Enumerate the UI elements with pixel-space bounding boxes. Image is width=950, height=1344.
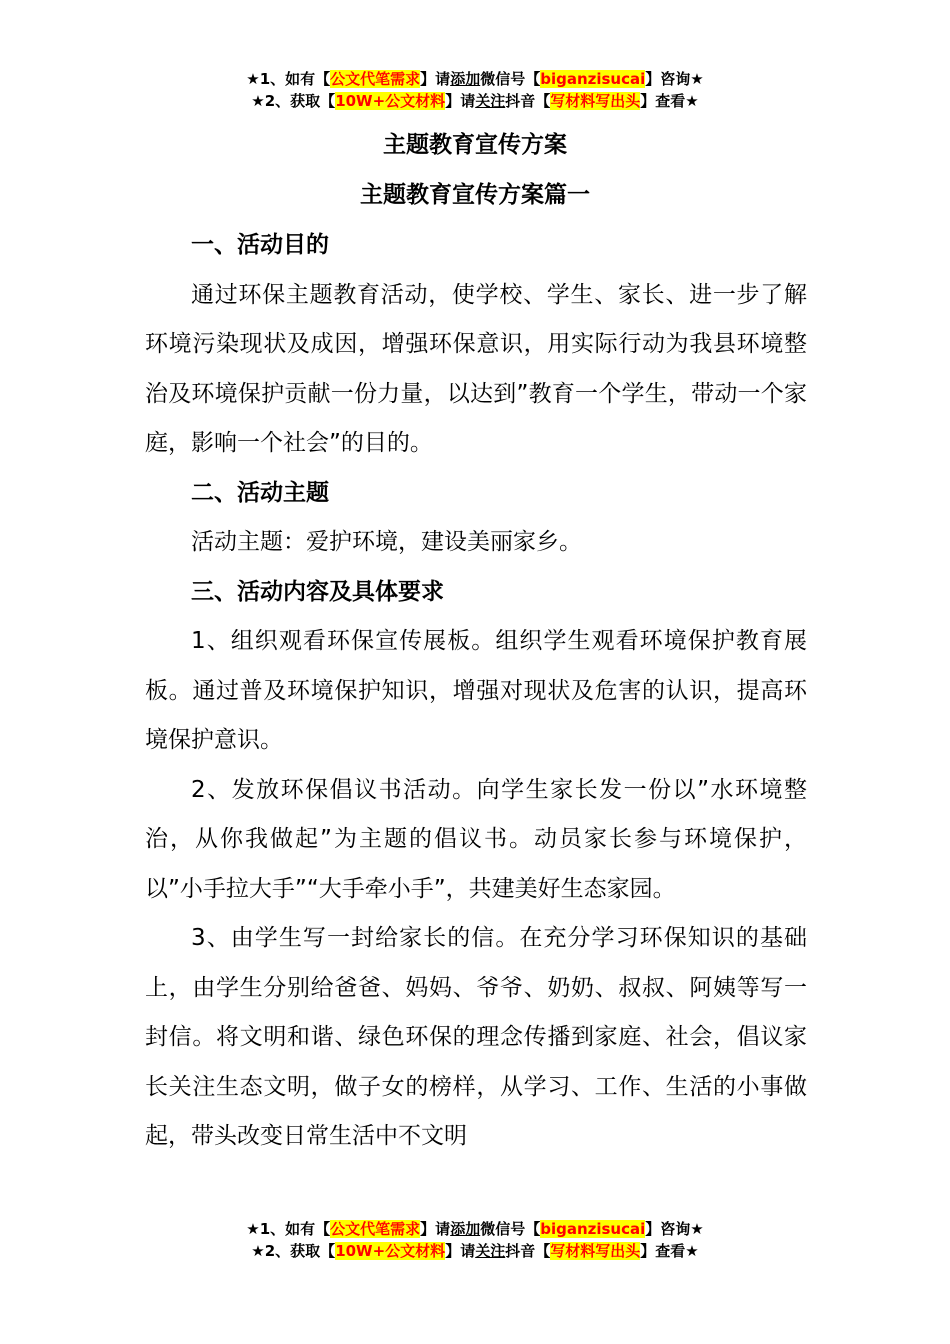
banner-text: ★1、如有【 bbox=[246, 70, 331, 88]
banner-text: 】请 bbox=[420, 1220, 451, 1238]
banner-text: 】查看★ bbox=[640, 1242, 699, 1260]
banner-text: 抖音【 bbox=[505, 92, 551, 110]
banner-text: ★2、获取【 bbox=[251, 92, 336, 110]
banner-text: 】查看★ bbox=[640, 92, 699, 110]
banner-highlight: 10W+公文材料 bbox=[335, 92, 446, 110]
header-banner bbox=[0, 68, 950, 112]
banner-text: 】请 bbox=[445, 1242, 476, 1260]
body-paragraph: 通过环保主题教育活动，使学校、学生、家长、进一步了解环境污染现状及成因，增强环保意识，用实际行动为我县环境整治及环境保护贡献一份力量，以达到”教育一个学生，带动一个家庭，影响一个社会”的目的。 bbox=[145, 281, 807, 456]
banner-highlight: 10W+公文材料 bbox=[335, 1242, 446, 1260]
body-paragraph: 1、组织观看环保宣传展板。组织学生观看环境保护教育展板。通过普及环境保护知识，增强对现状及危害的认识，提高环境保护意识。 bbox=[145, 628, 807, 753]
document-subtitle: 主题教育宣传方案篇一 bbox=[360, 182, 590, 208]
banner-text: 微信号【 bbox=[480, 1220, 541, 1238]
banner-text: 】请 bbox=[445, 92, 476, 110]
footer-banner bbox=[0, 1218, 950, 1262]
section-heading: 二、活动主题 bbox=[191, 479, 329, 506]
section-heading: 三、活动内容及具体要求 bbox=[191, 578, 444, 605]
section-heading: 一、活动目的 bbox=[191, 232, 329, 258]
banner-underline: 关注 bbox=[475, 1242, 506, 1260]
banner-line-2 bbox=[0, 90, 950, 112]
banner-text: 】咨询★ bbox=[645, 70, 704, 88]
banner-text: 微信号【 bbox=[480, 70, 541, 88]
banner-underline: 添加 bbox=[450, 1220, 481, 1238]
banner-text: 抖音【 bbox=[505, 1242, 551, 1260]
banner-underline: 添加 bbox=[450, 70, 481, 88]
banner-text: 】请 bbox=[420, 70, 451, 88]
body-paragraph: 2、发放环保倡议书活动。向学生家长发一份以”水环境整治，从你我做起”为主题的倡议书。动员家长参与环境保护，以”小手拉大手”“大手牵小手”，共建美好生态家园。 bbox=[145, 776, 807, 902]
banner-text: ★2、获取【 bbox=[251, 1242, 336, 1260]
banner-highlight: 公文代笔需求 bbox=[330, 70, 421, 88]
banner-underline: 关注 bbox=[475, 92, 506, 110]
banner-text: ★1、如有【 bbox=[246, 1220, 331, 1238]
banner-line-1 bbox=[0, 68, 950, 90]
banner-highlight: biganzisucai bbox=[540, 1220, 646, 1238]
body-paragraph: 3、由学生写一封给家长的信。在充分学习环保知识的基础上，由学生分别给爸爸、妈妈、爷爷、奶奶、叔叔、阿姨等写一封信。将文明和谐、绿色环保的理念传播到家庭、社会，倡议家长关注生态文明，做子女的榜样，从学习、工作、生活的小事做起，带头改变日常生活中不文明 bbox=[145, 925, 807, 1149]
banner-highlight: 公文代笔需求 bbox=[330, 1220, 421, 1238]
banner-line-2 bbox=[0, 1240, 950, 1262]
banner-highlight: biganzisucai bbox=[540, 70, 646, 88]
banner-highlight: 写材料写出头 bbox=[550, 1242, 641, 1260]
banner-highlight: 写材料写出头 bbox=[550, 92, 641, 110]
document-body bbox=[145, 221, 807, 1162]
banner-text: 】咨询★ bbox=[645, 1220, 704, 1238]
banner-line-1 bbox=[0, 1218, 950, 1240]
document-title: 主题教育宣传方案 bbox=[383, 132, 567, 158]
body-paragraph: 活动主题：爱护环境，建设美丽家乡。 bbox=[191, 529, 582, 555]
